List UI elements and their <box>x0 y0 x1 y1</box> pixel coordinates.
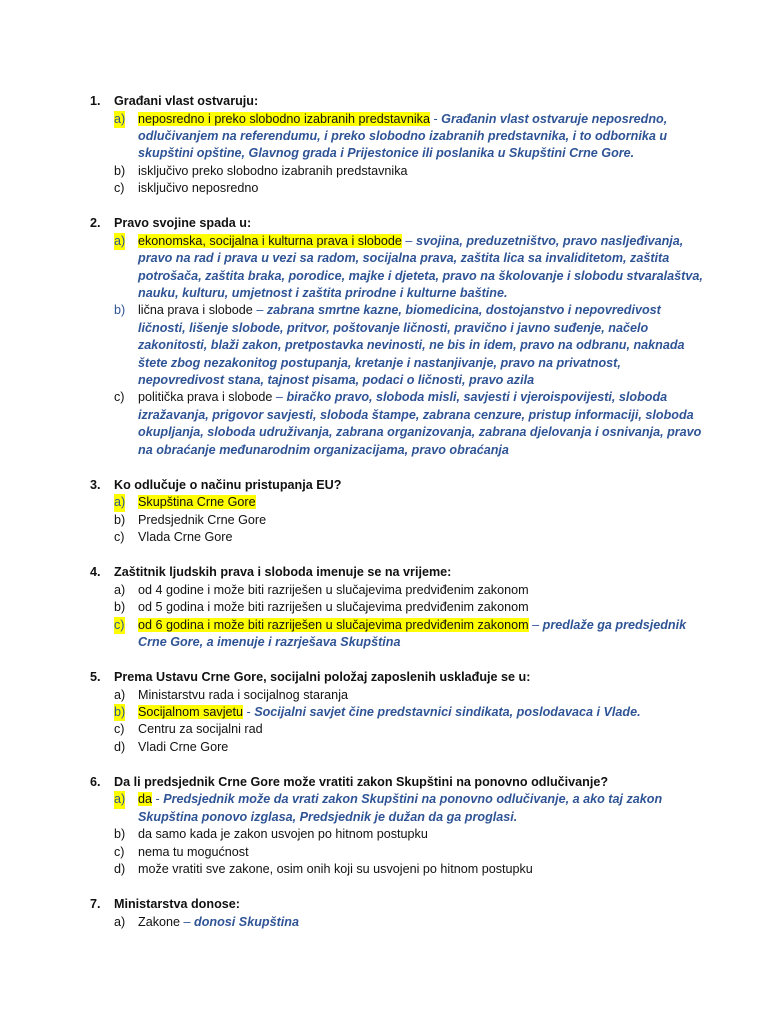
question-text: Ko odlučuje o načinu pristupanja EU? <box>114 477 342 492</box>
answer-option <box>90 739 708 756</box>
answer-option <box>90 617 708 652</box>
answer-option <box>90 233 708 303</box>
option-text: Ministarstvu rada i socijalnog staranja <box>138 687 348 702</box>
answer-explanation: Predsjednik može da vrati zakon Skupštini na ponovno odlučivanje, a ako taj zakon Skupština ponovo izglasa, Predsjednik je dužan da ga proglasi. <box>138 792 663 824</box>
question-4 <box>90 564 708 651</box>
question-text: Pravo svojine spada u: <box>114 216 252 231</box>
answer-option <box>90 687 708 704</box>
option-text: Vlada Crne Gore <box>138 530 233 545</box>
question-7 <box>90 896 708 931</box>
question-title <box>90 774 708 792</box>
option-letter: a) <box>114 494 125 511</box>
answer-option <box>90 914 708 931</box>
question-number: 2. <box>90 216 101 231</box>
option-text: isključivo preko slobodno izabranih predstavnika <box>138 163 408 178</box>
answer-option <box>90 826 708 843</box>
question-number: 5. <box>90 669 101 684</box>
option-letter: a) <box>114 687 126 702</box>
option-text: Predsjednik Crne Gore <box>138 512 267 527</box>
question-title <box>90 93 708 111</box>
option-letter: c) <box>114 530 125 545</box>
answer-option <box>90 721 708 738</box>
option-text: Socijalnom savjetu <box>138 704 243 719</box>
option-letter: a) <box>114 582 126 597</box>
question-title <box>90 215 708 233</box>
option-text: od 5 godina i može biti razriješen u slučajevima predviđenim zakonom <box>138 600 529 615</box>
option-letter: d) <box>114 861 126 876</box>
question-5 <box>90 669 708 756</box>
option-text: Vladi Crne Gore <box>138 739 229 754</box>
option-letter: d) <box>114 739 126 754</box>
question-title <box>90 477 708 495</box>
option-letter: c) <box>114 844 125 859</box>
note-separator: – <box>252 303 267 318</box>
answer-option <box>90 529 708 546</box>
option-text: Zakone <box>138 914 181 929</box>
answer-explanation: zabrana smrtne kazne, biomedicina, dostojanstvo i nepovredivost ličnosti, lišenje slobode, pritvor, poštovanje ličnosti, pravično i javno suđenje, načelo zakonitosti, blaži zakon, pretpostavka nevinosti, ne bis in idem, pravo na odbranu, naknada štete zbog nezakonitog postupanja, kretanje i nastanjivanje, pravo na privatnost, nepovredivost stana, tajnost pisama, podaci o ličnosti, pravo azila <box>138 303 685 388</box>
question-2 <box>90 215 708 459</box>
question-number: 6. <box>90 774 101 789</box>
option-text: lična prava i slobode <box>138 303 253 318</box>
option-letter: c) <box>114 617 125 634</box>
answer-option <box>90 494 708 511</box>
option-letter: c) <box>114 390 125 405</box>
option-text: može vratiti sve zakone, osim onih koji su usvojeni po hitnom postupku <box>138 861 533 876</box>
question-text: Prema Ustavu Crne Gore, socijalni položaj zaposlenih usklađuje se u: <box>114 669 531 684</box>
answer-explanation: biračko pravo, sloboda misli, savjesti i vjeroispovijesti, sloboda izražavanja, prigovor savjesti, sloboda štampe, zabrana cenzure, pristup informaciji, sloboda okupljanja, sloboda udruživanja, zabrana organizovanja, zabrana djelovanja i osnivanja, pravo na obraćanje međunarodnim organizacijama, pravo obraćanja <box>138 390 702 457</box>
question-title <box>90 564 708 582</box>
question-number: 3. <box>90 477 101 492</box>
answer-explanation: predlaže ga predsjednik Crne Gore, a imenuje i razrješava Skupština <box>138 617 687 649</box>
question-number: 1. <box>90 94 101 108</box>
option-text: neposredno i preko slobodno izabranih predstavnika <box>138 111 430 126</box>
answer-option <box>90 163 708 180</box>
option-letter: b) <box>114 512 126 527</box>
question-text: Građani vlast ostvaruju: <box>114 94 259 108</box>
question-number: 4. <box>90 565 101 580</box>
answer-option <box>90 180 708 197</box>
note-separator: – <box>401 233 416 248</box>
answer-option <box>90 512 708 529</box>
question-title <box>90 896 708 914</box>
answer-explanation: Građanin vlast ostvaruje neposredno, odlučivanjem na referendumu, i preko slobodno izabranih predstavnika, i to odbornika u skupštini opštine, Glavnog grada i Prijestonice ili poslanika u Skupštini Crne Gore. <box>138 111 668 161</box>
question-number: 7. <box>90 896 101 911</box>
option-letter: a) <box>114 914 126 929</box>
option-text: isključivo neposredno <box>138 181 259 196</box>
answer-option <box>90 582 708 599</box>
note-separator: - <box>243 704 255 719</box>
option-text: da samo kada je zakon usvojen po hitnom postupku <box>138 827 428 842</box>
note-separator: – <box>272 390 287 405</box>
answer-option <box>90 111 708 163</box>
option-letter: b) <box>114 303 126 318</box>
option-letter: b) <box>114 704 125 721</box>
question-6 <box>90 774 708 879</box>
option-text: politička prava i slobode <box>138 390 273 405</box>
option-letter: a) <box>114 233 125 250</box>
answer-option <box>90 599 708 616</box>
question-text: Da li predsjednik Crne Gore može vratiti zakon Skupštini na ponovno odlučivanje? <box>114 774 609 789</box>
note-separator: – <box>180 914 195 929</box>
option-text: Skupština Crne Gore <box>138 495 256 510</box>
note-separator: - <box>152 792 164 807</box>
answer-explanation: svojina, preduzetništvo, pravo nasljeđivanja, pravo na rad i prava u vezi sa radom, socijalna prava, zaštita lica sa invaliditetom, zaštita potrošača, zaštita braka, porodice, majke i djeteta, pravo na školovanje i slobodu stvaralaštva, nauku, kulturu, umjetnost i zaštita prirodne i kulturne baštine. <box>138 233 703 301</box>
option-letter: a) <box>114 791 125 808</box>
option-text: Centru za socijalni rad <box>138 722 263 737</box>
option-letter: a) <box>114 111 125 128</box>
answer-option <box>90 302 708 389</box>
question-3 <box>90 477 708 547</box>
note-separator: – <box>528 617 543 632</box>
answer-explanation: Socijalni savjet čine predstavnici sindikata, poslodavaca i Vlade. <box>254 704 641 719</box>
option-text: od 4 godine i može biti razriješen u slučajevima predviđenim zakonom <box>138 582 529 597</box>
question-title <box>90 669 708 687</box>
question-text: Ministarstva donose: <box>114 896 240 911</box>
answer-option <box>90 791 708 826</box>
answer-option <box>90 704 708 721</box>
answer-option <box>90 844 708 861</box>
option-text: od 6 godina i može biti razriješen u slučajevima predviđenim zakonom <box>138 617 529 632</box>
option-letter: b) <box>114 827 126 842</box>
option-letter: c) <box>114 181 125 196</box>
option-letter: b) <box>114 163 126 178</box>
answer-explanation: donosi Skupština <box>194 914 299 929</box>
note-separator: - <box>429 111 442 126</box>
question-text: Zaštitnik ljudskih prava i sloboda imenuje se na vrijeme: <box>114 565 452 580</box>
option-text: da <box>138 792 153 807</box>
option-text: ekonomska, socijalna i kulturna prava i slobode <box>138 233 402 248</box>
answer-option <box>90 861 708 878</box>
question-1 <box>90 93 708 198</box>
answer-option <box>90 389 708 459</box>
option-text: nema tu mogućnost <box>138 844 249 859</box>
option-letter: c) <box>114 722 125 737</box>
option-letter: b) <box>114 600 126 615</box>
